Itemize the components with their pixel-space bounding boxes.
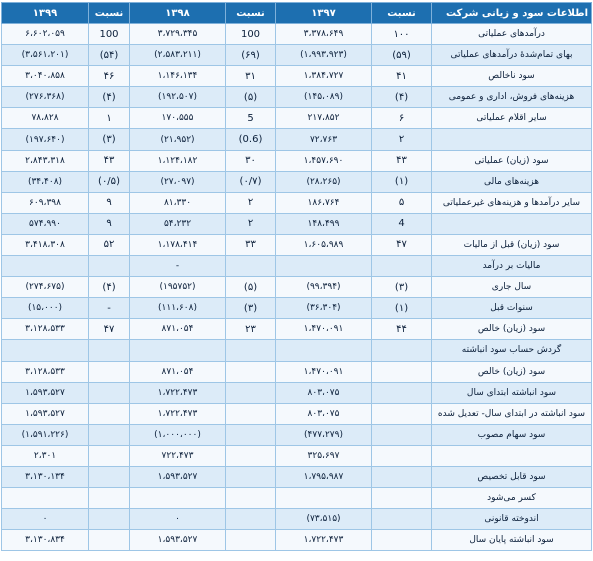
ratio-1399: ۵۲ — [89, 234, 130, 255]
value-1399: ۲،۳۰۱ — [2, 445, 89, 466]
value-1398: ۸۷۱،۰۵۴ — [130, 319, 226, 340]
row-title: سود قابل تخصیص — [432, 466, 592, 487]
row-title — [432, 129, 592, 150]
value-1397: ۳۲۵،۶۹۷ — [276, 445, 372, 466]
ratio-1397 — [372, 466, 432, 487]
ratio-1398 — [226, 382, 276, 403]
ratio-1397: ۱۰۰ — [372, 24, 432, 45]
table-row — [2, 340, 592, 361]
row-title: سود (زیان) قبل از مالیات — [432, 234, 592, 255]
header-ratio-1397: نسبت — [372, 3, 432, 24]
value-1397: ۱،۷۲۲،۴۷۳ — [276, 530, 372, 551]
ratio-1398 — [226, 340, 276, 361]
row-title: سود سهام مصوب — [432, 424, 592, 445]
value-1397: ۱،۶۰۵،۹۸۹ — [276, 234, 372, 255]
row-title: سال جاری — [432, 277, 592, 298]
ratio-1397: (۱) — [372, 298, 432, 319]
row-title: سود انباشته در ابتدای سال- تعدیل شده — [432, 403, 592, 424]
ratio-1397: ۴۳ — [372, 150, 432, 171]
value-1398: (۱۱۱،۶۰۸) — [130, 298, 226, 319]
ratio-1397: ۵ — [372, 192, 432, 213]
ratio-1397 — [372, 340, 432, 361]
table-row — [2, 319, 592, 340]
income-statement-table — [1, 2, 592, 551]
table-row — [2, 234, 592, 255]
row-title: سایر اقلام عملیاتی — [432, 108, 592, 129]
value-1397: ۱،۴۵۷،۶۹۰ — [276, 150, 372, 171]
value-1399: (۱۵،۰۰۰) — [2, 298, 89, 319]
row-title: سایر درآمدها و هزینه‌های غیرعملیاتی — [432, 192, 592, 213]
value-1397: ۷۲،۷۶۳ — [276, 129, 372, 150]
row-title: کسر می‌شود — [432, 488, 592, 509]
value-1397: ۸۰۳،۰۷۵ — [276, 403, 372, 424]
row-title: هزینه‌های مالی — [432, 171, 592, 192]
ratio-1398: ۲۳ — [226, 319, 276, 340]
header-year-1399: ۱۳۹۹ — [2, 3, 89, 24]
row-title: بهای تمام‌شدهٔ درآمدهای عملیاتی — [432, 45, 592, 66]
value-1399: ۱،۵۹۳،۵۲۷ — [2, 382, 89, 403]
value-1397: (۷۳،۵۱۵) — [276, 509, 372, 530]
value-1397 — [276, 488, 372, 509]
table-row — [2, 129, 592, 150]
value-1399 — [2, 256, 89, 277]
ratio-1397: (۳) — [372, 277, 432, 298]
ratio-1397: ۶ — [372, 108, 432, 129]
value-1399: ۶۰۹،۳۹۸ — [2, 192, 89, 213]
value-1399 — [2, 340, 89, 361]
ratio-1399: ۴۶ — [89, 66, 130, 87]
ratio-1397: ۲ — [372, 129, 432, 150]
table-row — [2, 24, 592, 45]
ratio-1398: 100 — [226, 24, 276, 45]
ratio-1397: (۴) — [372, 87, 432, 108]
table-row — [2, 87, 592, 108]
ratio-1399: (۴) — [89, 87, 130, 108]
value-1398: (۱۹۵۷۵۲) — [130, 277, 226, 298]
table-row — [2, 382, 592, 403]
ratio-1398: (0.6) — [226, 129, 276, 150]
value-1397: ۱۴۸،۴۹۹ — [276, 213, 372, 234]
value-1398: - — [130, 256, 226, 277]
ratio-1399 — [89, 403, 130, 424]
value-1399: ۱،۵۹۳،۵۲۷ — [2, 403, 89, 424]
value-1398: ۱،۱۴۶،۱۳۴ — [130, 66, 226, 87]
value-1397: ۳،۳۷۸،۶۴۹ — [276, 24, 372, 45]
value-1399: (۳۴،۴۰۸) — [2, 171, 89, 192]
header-ratio-1398: نسبت — [226, 3, 276, 24]
value-1398: (۲۱،۹۵۲) — [130, 129, 226, 150]
ratio-1397: ۴۴ — [372, 319, 432, 340]
value-1398: ۱،۷۲۲،۴۷۳ — [130, 382, 226, 403]
value-1398: ۱،۵۹۳،۵۲۷ — [130, 530, 226, 551]
value-1398: ۵۴،۲۳۲ — [130, 213, 226, 234]
ratio-1398 — [226, 509, 276, 530]
value-1399: ۲،۸۴۳،۳۱۸ — [2, 150, 89, 171]
table-row — [2, 108, 592, 129]
value-1397: ۱۸۶،۷۶۴ — [276, 192, 372, 213]
ratio-1399: (۳) — [89, 129, 130, 150]
ratio-1399: ۹ — [89, 213, 130, 234]
value-1398: ۱،۱۷۸،۴۱۴ — [130, 234, 226, 255]
value-1397: ۱،۷۹۵،۹۸۷ — [276, 466, 372, 487]
value-1398: ۰ — [130, 509, 226, 530]
ratio-1398: ۳۰ — [226, 150, 276, 171]
value-1397: (۳۶،۳۰۴) — [276, 298, 372, 319]
table-row — [2, 488, 592, 509]
value-1398: ۱،۱۲۴،۱۸۲ — [130, 150, 226, 171]
value-1398: (۲۷،۰۹۷) — [130, 171, 226, 192]
value-1398: ۱،۵۹۳،۵۲۷ — [130, 466, 226, 487]
value-1397: (۱،۹۹۳،۹۲۳) — [276, 45, 372, 66]
ratio-1399: ۱ — [89, 108, 130, 129]
ratio-1397: (۵۹) — [372, 45, 432, 66]
row-title: مالیات بر درآمد — [432, 256, 592, 277]
value-1399: ۳،۱۳۰،۱۳۴ — [2, 466, 89, 487]
ratio-1398: (۶۹) — [226, 45, 276, 66]
value-1397: ۱،۴۷۰،۰۹۱ — [276, 319, 372, 340]
row-title: سود انباشته ابتدای سال — [432, 382, 592, 403]
row-title — [432, 445, 592, 466]
ratio-1398: (۰/۷) — [226, 171, 276, 192]
ratio-1398: ۳۳ — [226, 234, 276, 255]
ratio-1398: 5 — [226, 108, 276, 129]
table-row — [2, 445, 592, 466]
ratio-1399 — [89, 340, 130, 361]
value-1398: ۱،۷۲۲،۴۷۳ — [130, 403, 226, 424]
header-year-1397: ۱۳۹۷ — [276, 3, 372, 24]
value-1397: (۴۷۷،۲۷۹) — [276, 424, 372, 445]
value-1399: (۳،۵۶۱،۲۰۱) — [2, 45, 89, 66]
ratio-1398: (۵) — [226, 277, 276, 298]
row-title: اندوخته قانونی — [432, 509, 592, 530]
header-title: اطلاعات سود و زیانی شرکت — [432, 3, 592, 24]
row-title: سود انباشته پایان سال — [432, 530, 592, 551]
value-1399: (۱،۵۹۱،۲۲۶) — [2, 424, 89, 445]
value-1397: (۹۹،۳۹۴) — [276, 277, 372, 298]
ratio-1397: ۴۱ — [372, 66, 432, 87]
table-row — [2, 213, 592, 234]
ratio-1398: (۵) — [226, 87, 276, 108]
value-1398: (۱،۰۰۰،۰۰۰) — [130, 424, 226, 445]
row-title: سود ناخالص — [432, 66, 592, 87]
value-1399: ۰ — [2, 509, 89, 530]
header-year-1398: ۱۳۹۸ — [130, 3, 226, 24]
value-1397 — [276, 256, 372, 277]
ratio-1398: ۲ — [226, 213, 276, 234]
ratio-1398: ۲ — [226, 192, 276, 213]
ratio-1399 — [89, 256, 130, 277]
ratio-1398 — [226, 530, 276, 551]
table-row — [2, 509, 592, 530]
ratio-1398 — [226, 466, 276, 487]
ratio-1399 — [89, 488, 130, 509]
table-row — [2, 298, 592, 319]
table-row — [2, 466, 592, 487]
value-1398: ۸۱،۳۳۰ — [130, 192, 226, 213]
ratio-1397: 4 — [372, 213, 432, 234]
table-row — [2, 530, 592, 551]
ratio-1399 — [89, 445, 130, 466]
value-1399: (۲۷۶،۳۶۸) — [2, 87, 89, 108]
value-1398: ۳،۷۲۹،۳۴۵ — [130, 24, 226, 45]
ratio-1399: (۰/۵) — [89, 171, 130, 192]
ratio-1397 — [372, 488, 432, 509]
ratio-1399 — [89, 466, 130, 487]
table-row — [2, 424, 592, 445]
ratio-1398 — [226, 256, 276, 277]
row-title: سود (زیان) عملیاتی — [432, 150, 592, 171]
table-row — [2, 277, 592, 298]
table-row — [2, 171, 592, 192]
value-1398: ۱۷۰،۵۵۵ — [130, 108, 226, 129]
table-row — [2, 192, 592, 213]
table-row — [2, 150, 592, 171]
value-1398: ۷۲۲،۴۷۳ — [130, 445, 226, 466]
value-1397: ۱،۴۷۰،۰۹۱ — [276, 361, 372, 382]
row-title — [432, 213, 592, 234]
value-1399: ۳،۴۱۸،۳۰۸ — [2, 234, 89, 255]
ratio-1399: (۵۴) — [89, 45, 130, 66]
value-1399: ۳،۱۳۰،۸۳۴ — [2, 530, 89, 551]
value-1399: ۵۷۴،۹۹۰ — [2, 213, 89, 234]
value-1398: ۸۷۱،۰۵۴ — [130, 361, 226, 382]
value-1399: ۳،۱۲۸،۵۳۳ — [2, 361, 89, 382]
table-row — [2, 256, 592, 277]
table-row — [2, 66, 592, 87]
ratio-1397 — [372, 509, 432, 530]
ratio-1399: (۴) — [89, 277, 130, 298]
ratio-1399 — [89, 382, 130, 403]
value-1399: ۳،۱۲۸،۵۳۳ — [2, 319, 89, 340]
ratio-1399 — [89, 509, 130, 530]
value-1397: ۸۰۳،۰۷۵ — [276, 382, 372, 403]
ratio-1399 — [89, 530, 130, 551]
ratio-1397: ۴۷ — [372, 234, 432, 255]
header-ratio-1399: نسبت — [89, 3, 130, 24]
ratio-1398 — [226, 445, 276, 466]
ratio-1398 — [226, 424, 276, 445]
table-row — [2, 361, 592, 382]
ratio-1399: ۴۳ — [89, 150, 130, 171]
ratio-1398 — [226, 488, 276, 509]
row-title: هزینه‌های فروش، اداری و عمومی — [432, 87, 592, 108]
ratio-1397 — [372, 424, 432, 445]
ratio-1398 — [226, 361, 276, 382]
row-title: سنوات قبل — [432, 298, 592, 319]
row-title: سود (زیان) خالص — [432, 319, 592, 340]
value-1397: ۲۱۷،۸۵۲ — [276, 108, 372, 129]
ratio-1399: ۴۷ — [89, 319, 130, 340]
value-1399: ۳،۰۴۰،۸۵۸ — [2, 66, 89, 87]
value-1397 — [276, 340, 372, 361]
ratio-1399: 100 — [89, 24, 130, 45]
ratio-1397 — [372, 445, 432, 466]
value-1399: ۷۸،۸۲۸ — [2, 108, 89, 129]
value-1398: (۱۹۲،۵۰۷) — [130, 87, 226, 108]
ratio-1397 — [372, 403, 432, 424]
value-1397: (۲۸،۲۶۵) — [276, 171, 372, 192]
ratio-1397 — [372, 382, 432, 403]
ratio-1399: - — [89, 298, 130, 319]
value-1399 — [2, 488, 89, 509]
row-title: درآمدهای عملیاتی — [432, 24, 592, 45]
ratio-1399 — [89, 361, 130, 382]
value-1399: ۶،۶۰۲،۰۵۹ — [2, 24, 89, 45]
value-1397: ۱،۳۸۴،۷۲۷ — [276, 66, 372, 87]
row-title: سود (زیان) خالص — [432, 361, 592, 382]
value-1398: (۲،۵۸۳،۲۱۱) — [130, 45, 226, 66]
table-row — [2, 403, 592, 424]
value-1398 — [130, 340, 226, 361]
ratio-1398 — [226, 403, 276, 424]
ratio-1397 — [372, 256, 432, 277]
ratio-1397 — [372, 361, 432, 382]
ratio-1398: (۳) — [226, 298, 276, 319]
table-row — [2, 45, 592, 66]
ratio-1399: ۹ — [89, 192, 130, 213]
value-1399: (۲۷۴،۶۷۵) — [2, 277, 89, 298]
value-1397: (۱۴۵،۰۸۹) — [276, 87, 372, 108]
table-body — [2, 24, 592, 551]
value-1399: (۱۹۷،۶۴۰) — [2, 129, 89, 150]
ratio-1397: (۱) — [372, 171, 432, 192]
value-1398 — [130, 488, 226, 509]
ratio-1398: ۳۱ — [226, 66, 276, 87]
ratio-1397 — [372, 530, 432, 551]
header-row — [2, 3, 592, 24]
row-title: گردش حساب سود انباشته — [432, 340, 592, 361]
ratio-1399 — [89, 424, 130, 445]
